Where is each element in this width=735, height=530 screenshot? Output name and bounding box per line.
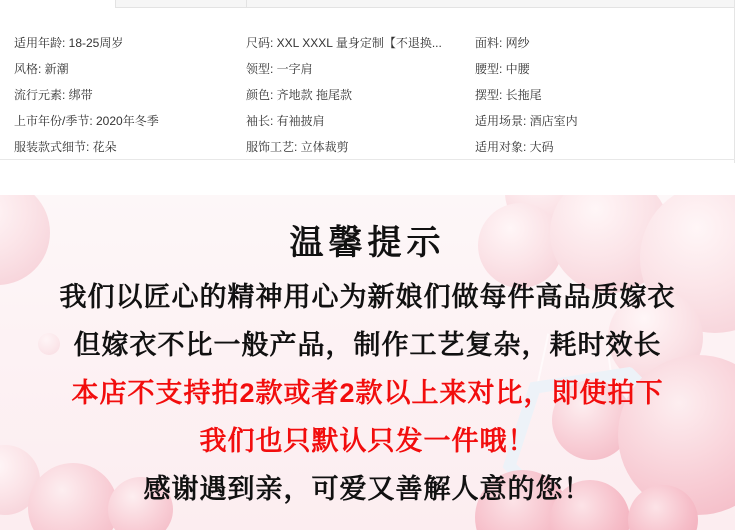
attribute-item: 面料: 网纱 xyxy=(475,36,530,50)
notice-lines xyxy=(0,273,735,513)
notice-line: 我们也只默认只发一件哦！ xyxy=(199,426,536,456)
notice-line: 我们以匠心的精神用心为新娘们做每件高品质嫁衣 xyxy=(59,282,676,312)
attribute-item: 适用场景: 酒店室内 xyxy=(475,114,578,128)
attribute-item: 摆型: 长拖尾 xyxy=(475,88,542,102)
attribute-item: 流行元素: 绑带 xyxy=(14,88,93,102)
tab-separator xyxy=(246,0,247,7)
notice-text-block xyxy=(0,195,735,513)
attribute-item: 服装款式细节: 花朵 xyxy=(14,140,117,154)
notice-line: 感谢遇到亲，可爱又善解人意的您！ xyxy=(143,474,592,504)
notice-line: 但嫁衣不比一般产品，制作工艺复杂，耗时效长 xyxy=(73,330,662,360)
notice-line: 本店不支持拍2款或者2款以上来对比，即使拍下 xyxy=(71,378,664,408)
tab-strip-remnant xyxy=(115,0,735,8)
attributes-column-1 xyxy=(14,30,244,160)
attribute-item: 颜色: 齐地款 拖尾款 xyxy=(246,88,353,102)
warm-notice-banner xyxy=(0,195,735,530)
attribute-item: 服饰工艺: 立体裁剪 xyxy=(246,140,349,154)
attribute-item: 适用对象: 大码 xyxy=(475,140,554,154)
notice-title: 温馨提示 xyxy=(289,224,446,262)
attribute-item: 尺码: XXL XXXL 量身定制【不退换... xyxy=(246,36,442,50)
attributes-column-2 xyxy=(246,30,472,160)
attribute-item: 上市年份/季节: 2020年冬季 xyxy=(14,114,159,128)
attribute-item: 领型: 一字肩 xyxy=(246,62,313,76)
attribute-item: 适用年龄: 18-25周岁 xyxy=(14,36,124,50)
attribute-item: 风格: 新潮 xyxy=(14,62,69,76)
section-divider xyxy=(0,159,735,160)
product-attributes-section xyxy=(0,30,735,160)
attributes-column-3 xyxy=(475,30,730,160)
attribute-item: 腰型: 中腰 xyxy=(475,62,530,76)
attribute-item: 袖长: 有袖披肩 xyxy=(246,114,325,128)
